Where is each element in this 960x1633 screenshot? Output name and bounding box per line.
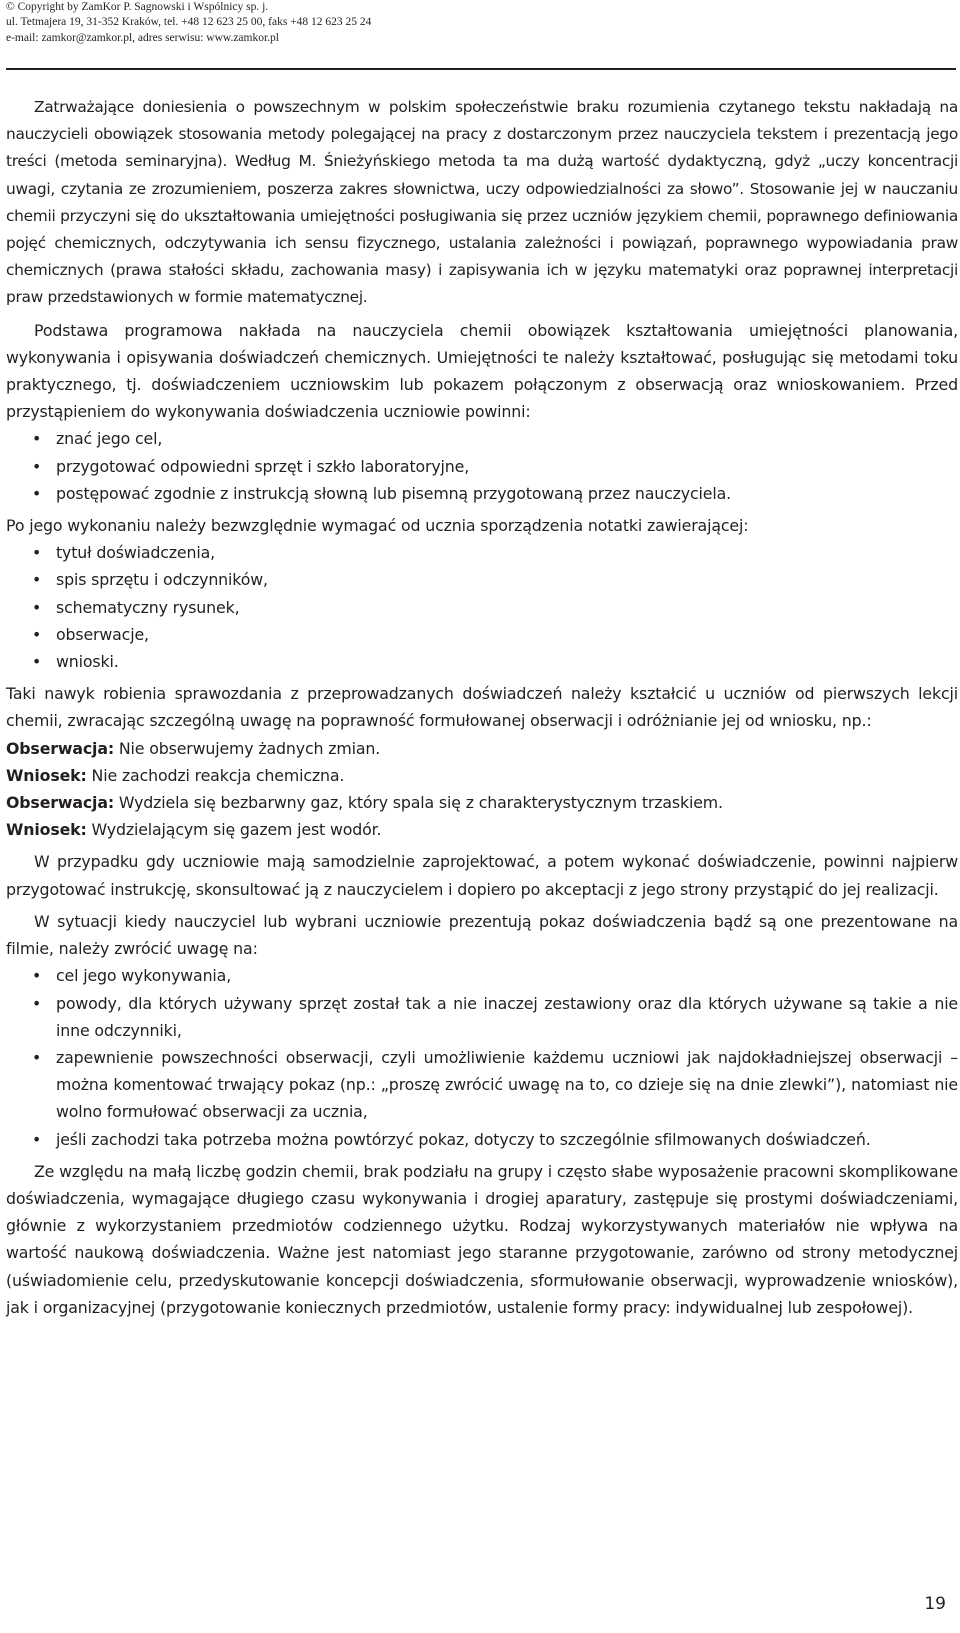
- bullet-icon: •: [32, 429, 42, 449]
- list-item: • tytuł doświadczenia,: [6, 539, 958, 566]
- bullet-icon: •: [32, 993, 42, 1013]
- paragraph-4: Taki nawyk robienia sprawozdania z przeprowadzanych doświadczeń należy kształcić u uczniów od pierwszych lekcji chemii, zwracając szczególną uwagę na poprawność formułowanej obserwacji i odróżnianie jej od wniosku, np.:: [6, 684, 958, 731]
- paragraph-5: W przypadku gdy uczniowie mają samodzielnie zaprojektować, a potem wykonać doświadczenie, powinni najpierw przygotować instrukcję, skonsultować ją z nauczycielem i dopiero po akceptacji z jego strony przystąpić do jej realizacji.: [6, 852, 958, 899]
- paragraph-7: Ze względu na małą liczbę godzin chemii, brak podziału na grupy i często słabe wyposażenie pracowni skomplikowane doświadczenia, wymagające długiego czasu wykonywania i drogiej aparatury, zastępuje się prostymi doświadczeniami, głównie z wykorzystaniem przedmiotów codziennego użytku. Rodzaj wykorzystywanych materiałów nie wpływa na wartość naukową doświadczenia. Ważne jest natomiast jego staranne przygotowanie, zarówno od strony metodycznej (uświadomienie celu, przedyskutowanie koncepcji doświadczenia, sformułowanie obserwacji, wyprowadzenie wniosków), jak i organizacyjnej (przygotowanie koniecznych przedmiotów, ustalenie formy pracy: indywidualnej lub zespołowej).: [6, 1161, 958, 1317]
- bullet-list-3: [6, 962, 958, 1152]
- list-item: • postępować zgodnie z instrukcją słowną lub pisemną przygotowaną przez nauczyciela.: [6, 480, 958, 507]
- paragraph-2: Podstawa programowa nakłada na nauczyciela chemii obowiązek kształtowania umiejętności planowania, wykonywania i opisywania doświadczeń chemicznych. Umiejętności te należy kształtować, posługując się metodami toku praktycznego, tj. doświadczeniem uczniowskim lub pokazem połączonym z obserwacją oraz wnioskowaniem. Przed przystąpieniem do wykonywania doświadczenia uczniowie powinni:: [6, 320, 958, 422]
- bullet-icon: •: [32, 543, 42, 563]
- list-item: • cel jego wykonywania,: [6, 962, 958, 989]
- bullet-icon: •: [32, 1047, 42, 1067]
- list-item: • spis sprzętu i odczynników,: [6, 566, 958, 593]
- example-conclusion-2: Wniosek: Wydzielającym się gazem jest wodór.: [6, 820, 382, 840]
- list-item: • schematyczny rysunek,: [6, 594, 958, 621]
- copyright-line: © Copyright by ZamKor P. Sagnowski i Wspólnicy sp. j.: [6, 1, 269, 13]
- contact-line: e-mail: zamkor@zamkor.pl, adres serwisu: www.zamkor.pl: [6, 31, 279, 44]
- examples-block: [6, 735, 958, 844]
- address-line: ul. Tetmajera 19, 31-352 Kraków, tel. +48 12 623 25 00, faks +48 12 623 25 24: [6, 16, 372, 29]
- list-item: • przygotować odpowiedni sprzęt i szkło laboratoryjne,: [6, 453, 958, 480]
- bullet-list-2: [6, 539, 958, 675]
- list-item: • jeśli zachodzi taka potrzeba można powtórzyć pokaz, dotyczy to szczególnie sfilmowanych doświadczeń.: [6, 1126, 958, 1153]
- list-item: • wnioski.: [6, 648, 958, 675]
- paragraph-3: Po jego wykonaniu należy bezwzględnie wymagać od ucznia sporządzenia notatki zawierającej:: [6, 516, 749, 536]
- paragraph-6: W sytuacji kiedy nauczyciel lub wybrani uczniowie prezentują pokaz doświadczenia bądź są one prezentowane na filmie, należy zwrócić uwagę na:: [6, 911, 958, 959]
- bullet-icon: •: [32, 1129, 42, 1149]
- bullet-icon: •: [32, 570, 42, 590]
- list-item: • zapewnienie powszechności obserwacji, czyli umożliwienie każdemu uczniowi jak najdokładniejszej obserwacji – można komentować trwający pokaz (np.: „proszę zwrócić uwagę na to, co dzieje się na dnie zlewki”), natomiast nie wolno formułować obserwacji za ucznia,: [6, 1044, 958, 1126]
- bullet-icon: •: [32, 483, 42, 503]
- bullet-icon: •: [32, 456, 42, 476]
- bullet-icon: •: [32, 597, 42, 617]
- page-body: [6, 94, 958, 1321]
- copyright-header: [6, 0, 706, 46]
- bullet-icon: •: [32, 652, 42, 672]
- bullet-list-1: [6, 425, 958, 507]
- bullet-icon: •: [32, 966, 42, 986]
- paragraph-1: Zatrważające doniesienia o powszechnym w polskim społeczeństwie braku rozumienia czytanego tekstu nakładają na nauczycieli obowiązek stosowania metody polegającej na pracy z dostarczonym przez nauczyciela tekstem i prezentacją jego treści (metoda seminaryjna). Według M. Śnieżyńskiego metoda ta ma dużą wartość dydaktyczną, gdyż „uczy koncentracji uwagi, czytania ze zrozumieniem, poszerza zakres słownictwa, uczy odpowiedzialności za słowo”. Stosowanie jej w nauczaniu chemii przyczyni się do ukształtowania umiejętności posługiwania się przez uczniów językiem chemii, poprawnego definiowania pojęć chemicznych, odczytywania ich sensu fizycznego, ustalania zależności i powiązań, poprawnego wypowiadania praw chemicznych (prawa stałości składu, zachowania masy) i zapisywania ich w języku matematyki oraz poprawnej interpretacji praw przedstawionych w formie matematycznej.: [6, 98, 958, 307]
- header-rule: [6, 68, 956, 70]
- example-observation-1: Obserwacja: Nie obserwujemy żadnych zmian.: [6, 738, 381, 758]
- list-item: • obserwacje,: [6, 621, 958, 648]
- bullet-icon: •: [32, 624, 42, 644]
- list-item: • powody, dla których używany sprzęt został tak a nie inaczej zestawiony oraz dla których używane są takie a nie inne odczynniki,: [6, 990, 958, 1044]
- example-conclusion-1: Wniosek: Nie zachodzi reakcja chemiczna.: [6, 765, 345, 785]
- list-item: • znać jego cel,: [6, 425, 958, 452]
- example-observation-2: Obserwacja: Wydziela się bezbarwny gaz, który spala się z charakterystycznym trzaskiem.: [6, 793, 723, 813]
- page-number: 19: [924, 1594, 946, 1614]
